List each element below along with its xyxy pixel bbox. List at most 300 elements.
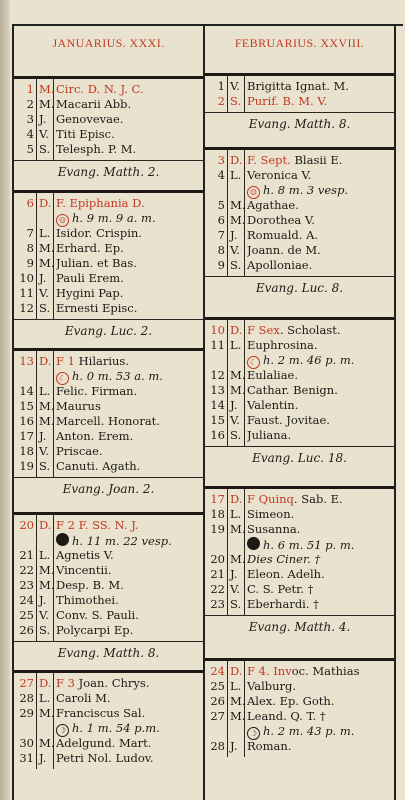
entry-text: Susanna. (247, 522, 301, 536)
saint-name (56, 414, 201, 429)
gospel-reading: Evang. Luc. 8. (205, 276, 394, 299)
weekday-letter: M. (39, 706, 55, 720)
moon-phase-row (205, 183, 394, 198)
day-row (205, 94, 394, 109)
day-row (14, 226, 203, 241)
day-row (205, 383, 394, 398)
day-row (14, 623, 203, 638)
day-number: 7 (217, 228, 225, 242)
january-title: JANUARIUS. XXXI. (52, 36, 165, 50)
day-row (14, 196, 203, 211)
day-row (14, 736, 203, 751)
saint-name (56, 142, 201, 157)
entry-text: C. S. Petr. † (247, 582, 314, 596)
saint-name (247, 153, 392, 168)
saint-name (247, 243, 392, 258)
weekday-letter: D. (230, 492, 243, 506)
day-row (205, 507, 394, 522)
day-number: 9 (217, 258, 225, 272)
weekday-letter: J. (39, 751, 47, 765)
saint-name (56, 736, 201, 751)
weekday-letter: S. (230, 597, 242, 611)
moon-phase-time (247, 724, 392, 740)
january-week-block (14, 512, 203, 641)
weekday-letter: V. (230, 413, 240, 427)
saint-name (56, 548, 201, 563)
day-number: 11 (19, 286, 34, 300)
gospel-reading: Evang. Matth. 4. (205, 615, 394, 638)
entry-text: h. 8 m. 3 vesp. (263, 183, 349, 197)
day-row (205, 198, 394, 213)
entry-text: Eberhardi. † (247, 597, 319, 611)
weekday-letter: M. (230, 368, 246, 382)
entry-text: Genovevae. (56, 112, 124, 126)
entry-text: Agnetis V. (56, 548, 114, 562)
weekday-letter: J. (39, 429, 47, 443)
entry-text: F 1 Hilarius. (56, 354, 129, 368)
saint-name (56, 706, 201, 721)
day-number: 15 (210, 413, 225, 427)
gospel-reading: Evang. Matth. 8. (205, 112, 394, 135)
entry-text: Pauli Erem. (56, 271, 124, 285)
entry-text: Marcell. Honorat. (56, 414, 160, 428)
last-quarter-moon-icon: ☾ (56, 372, 69, 385)
weekday-letter: V. (39, 444, 49, 458)
saint-name (247, 198, 392, 213)
gospel-reading: Evang. Matth. 2. (14, 160, 203, 183)
saint-name (247, 567, 392, 582)
day-number: 28 (210, 739, 225, 753)
weekday-letter: M. (230, 694, 246, 708)
day-row (205, 368, 394, 383)
day-number: 20 (19, 518, 34, 532)
saint-name (56, 384, 201, 399)
day-number: 1 (26, 82, 34, 96)
day-row (14, 691, 203, 706)
entry-text: Erhard. Ep. (56, 241, 124, 255)
saint-name (247, 94, 392, 109)
day-number: 2 (26, 97, 34, 111)
weekday-letter: L. (230, 507, 242, 521)
entry-text: Ernesti Episc. (56, 301, 138, 315)
january-week-block (14, 190, 203, 319)
saint-name (247, 709, 392, 724)
entry-text: Thimothei. (56, 593, 119, 607)
saint-name (247, 492, 392, 507)
weekday-letter: D. (39, 676, 52, 690)
february-week-block (205, 658, 394, 757)
first-quarter-moon-icon: ☽ (247, 727, 260, 740)
weekday-letter: D. (230, 323, 243, 337)
weekday-letter: S. (230, 258, 242, 272)
day-number: 18 (210, 507, 225, 521)
entry-text: Isidor. Crispin. (56, 226, 142, 240)
day-number: 10 (210, 323, 225, 337)
entry-text: Polycarpi Ep. (56, 623, 134, 637)
day-number: 13 (19, 354, 34, 368)
day-row (205, 79, 394, 94)
february-week-block (205, 73, 394, 112)
entry-text: F 2 F. SS. N. J. (56, 518, 139, 532)
day-number: 28 (19, 691, 34, 705)
day-row (14, 608, 203, 623)
gospel-reading: Evang. Luc. 2. (14, 319, 203, 342)
weekday-letter: M. (39, 399, 55, 413)
day-row (14, 548, 203, 563)
day-number: 15 (19, 399, 34, 413)
entry-text: Vincentii. (56, 563, 112, 577)
gospel-reading: Evang. Luc. 18. (205, 446, 394, 469)
gospel-reading: Evang. Joan. 2. (14, 477, 203, 500)
day-number: 17 (210, 492, 225, 506)
day-number: 3 (26, 112, 34, 126)
moon-phase-row (14, 721, 203, 736)
weekday-letter: J. (39, 112, 47, 126)
entry-text: Titi Episc. (56, 127, 115, 141)
day-number: 4 (26, 127, 34, 141)
day-row (205, 522, 394, 537)
frame-right-rule (394, 24, 396, 800)
day-row (205, 153, 394, 168)
day-row (14, 676, 203, 691)
entry-text: Romuald. A. (247, 228, 319, 242)
entry-text: F. Epiphania D. (56, 196, 145, 210)
entry-text: Maurus (56, 399, 101, 413)
saint-name (56, 593, 201, 608)
weekday-letter: M. (230, 198, 246, 212)
saint-name (247, 428, 392, 443)
weekday-letter: D. (230, 664, 243, 678)
saint-name (56, 751, 201, 766)
day-number: 12 (19, 301, 34, 315)
saint-name (56, 97, 201, 112)
day-row (205, 597, 394, 612)
saint-name (56, 271, 201, 286)
day-row (14, 286, 203, 301)
saint-name (247, 694, 392, 709)
weekday-letter: M. (39, 241, 55, 255)
weekday-letter: M. (39, 578, 55, 592)
entry-text: h. 6 m. 51 p. m. (263, 538, 355, 552)
first-quarter-moon-icon: ☽ (56, 724, 69, 737)
day-number: 2 (217, 94, 225, 108)
day-row (205, 243, 394, 258)
day-row (205, 582, 394, 597)
weekday-letter: M. (230, 522, 246, 536)
february-week-block (205, 147, 394, 276)
day-number: 19 (210, 522, 225, 536)
weekday-letter: M. (39, 563, 55, 577)
entry-text: Adelgund. Mart. (56, 736, 152, 750)
day-number: 24 (210, 664, 225, 678)
entry-text: Alex. Ep. Goth. (247, 694, 335, 708)
book-gutter (0, 0, 10, 800)
day-row (205, 709, 394, 724)
day-row (205, 664, 394, 679)
gospel-reading: Evang. Matth. 8. (14, 641, 203, 664)
day-number: 23 (19, 578, 34, 592)
entry-text: Franciscus Sal. (56, 706, 146, 720)
weekday-letter: J. (230, 398, 238, 412)
entry-text: Julian. et Bas. (56, 256, 137, 270)
day-row (14, 354, 203, 369)
saint-name (56, 196, 201, 211)
moon-phase-time (56, 369, 201, 385)
weekday-letter: S. (39, 142, 51, 156)
entry-text: Eleon. Adelh. (247, 567, 325, 581)
day-number: 16 (19, 414, 34, 428)
day-row (205, 694, 394, 709)
moon-phase-row (205, 537, 394, 552)
entry-text: Dies Ciner. † (247, 552, 321, 566)
saint-name (56, 623, 201, 638)
weekday-letter: V. (39, 127, 49, 141)
saint-name (56, 256, 201, 271)
saint-name (56, 608, 201, 623)
day-number: 3 (217, 153, 225, 167)
entry-text: Faust. Jovitae. (247, 413, 330, 427)
saint-name (56, 578, 201, 593)
saint-name (247, 168, 392, 183)
entry-text: F 4. Invoc. Mathias (247, 664, 360, 678)
saint-name (247, 338, 392, 353)
moon-phase-time (247, 537, 392, 553)
day-number: 11 (210, 338, 225, 352)
day-row (205, 258, 394, 273)
day-row (14, 706, 203, 721)
moon-phase-row (14, 369, 203, 384)
day-row (14, 578, 203, 593)
entry-text: Cathar. Benign. (247, 383, 338, 397)
entry-text: Roman. (247, 739, 292, 753)
entry-text: Purif. B. M. V. (247, 94, 328, 108)
saint-name (247, 552, 392, 567)
weekday-letter: M. (230, 213, 246, 227)
entry-text: Valentin. (247, 398, 299, 412)
day-number: 17 (19, 429, 34, 443)
weekday-letter: L. (39, 384, 51, 398)
saint-name (56, 301, 201, 316)
day-number: 1 (217, 79, 225, 93)
entry-text: h. 2 m. 46 p. m. (263, 353, 355, 367)
day-row (14, 399, 203, 414)
weekday-letter: J. (39, 271, 47, 285)
new-moon-icon (56, 533, 69, 546)
day-number: 26 (19, 623, 34, 637)
day-number: 18 (19, 444, 34, 458)
weekday-letter: S. (39, 459, 51, 473)
saint-name (247, 522, 392, 537)
saint-name (56, 429, 201, 444)
weekday-letter: J. (39, 593, 47, 607)
weekday-letter: M. (230, 709, 246, 723)
saint-name (247, 383, 392, 398)
day-row (14, 384, 203, 399)
entry-text: Desp. B. M. (56, 578, 124, 592)
day-number: 6 (217, 213, 225, 227)
day-row (14, 112, 203, 127)
weekday-letter: M. (39, 736, 55, 750)
february-title: FEBRUARIUS. XXVIII. (234, 36, 365, 50)
moon-phase-row (14, 533, 203, 548)
february-week-block (205, 317, 394, 446)
weekday-letter: D. (39, 196, 52, 210)
day-number: 6 (26, 196, 34, 210)
day-number: 8 (26, 241, 34, 255)
day-number: 13 (210, 383, 225, 397)
moon-phase-time (247, 183, 392, 199)
day-row (14, 301, 203, 316)
moon-phase-time (56, 721, 201, 737)
day-number: 27 (19, 676, 34, 690)
weekday-letter: L. (230, 338, 242, 352)
entry-text: F Sex. Scholast. (247, 323, 341, 337)
entry-text: Dorothea V. (247, 213, 315, 227)
weekday-letter: S. (230, 428, 242, 442)
day-row (14, 241, 203, 256)
saint-name (247, 79, 392, 94)
day-number: 22 (210, 582, 225, 596)
saint-name (56, 226, 201, 241)
entry-text: Caroli M. (56, 691, 111, 705)
day-row (14, 518, 203, 533)
weekday-letter: M. (39, 97, 55, 111)
moon-phase-time (56, 211, 201, 227)
weekday-letter: J. (230, 739, 238, 753)
day-row (14, 751, 203, 766)
day-row (205, 739, 394, 754)
entry-text: Priscae. (56, 444, 103, 458)
day-row (205, 413, 394, 428)
frame-top-rule (12, 24, 403, 26)
saint-name (247, 368, 392, 383)
entry-text: Valburg. (247, 679, 297, 693)
day-number: 9 (26, 256, 34, 270)
day-number: 21 (19, 548, 34, 562)
entry-text: Canuti. Agath. (56, 459, 141, 473)
day-number: 26 (210, 694, 225, 708)
entry-text: Veronica V. (247, 168, 312, 182)
saint-name (247, 582, 392, 597)
weekday-letter: V. (39, 286, 49, 300)
weekday-letter: D. (39, 518, 52, 532)
entry-text: Joann. de M. (247, 243, 321, 257)
weekday-letter: M. (39, 414, 55, 428)
day-row (205, 213, 394, 228)
moon-phase-time (56, 533, 201, 549)
day-row (205, 398, 394, 413)
weekday-letter: D. (39, 354, 52, 368)
saint-name (56, 399, 201, 414)
day-number: 16 (210, 428, 225, 442)
day-row (14, 563, 203, 578)
weekday-letter: S. (39, 301, 51, 315)
day-number: 31 (19, 751, 34, 765)
entry-text: F. Sept. Blasii E. (247, 153, 343, 167)
weekday-letter: J. (230, 228, 238, 242)
moon-phase-row (205, 724, 394, 739)
day-number: 8 (217, 243, 225, 257)
weekday-letter: M. (39, 256, 55, 270)
saint-name (247, 213, 392, 228)
day-number: 14 (210, 398, 225, 412)
saint-name (56, 241, 201, 256)
entry-text: Juliana. (247, 428, 292, 442)
entry-text: Macarii Abb. (56, 97, 132, 111)
entry-text: Circ. D. N. J. C. (56, 82, 144, 96)
weekday-letter: V. (230, 79, 240, 93)
day-row (14, 82, 203, 97)
day-number: 14 (19, 384, 34, 398)
saint-name (247, 679, 392, 694)
new-moon-icon (247, 537, 260, 550)
entry-text: h. 1 m. 54 p.m. (72, 721, 160, 735)
day-number: 5 (26, 142, 34, 156)
weekday-letter: D. (230, 153, 243, 167)
day-number: 10 (19, 271, 34, 285)
day-row (14, 429, 203, 444)
weekday-letter: V. (230, 582, 240, 596)
saint-name (247, 664, 392, 679)
saint-name (56, 518, 201, 533)
day-number: 12 (210, 368, 225, 382)
day-row (14, 271, 203, 286)
moon-phase-time (247, 353, 392, 369)
moon-phase-row (14, 211, 203, 226)
entry-text: F Quinq. Sab. E. (247, 492, 343, 506)
entry-text: h. 2 m. 43 p. m. (263, 724, 355, 738)
entry-text: Brigitta Ignat. M. (247, 79, 349, 93)
january-week-block (14, 76, 203, 160)
saint-name (56, 112, 201, 127)
day-row (205, 168, 394, 183)
weekday-letter: V. (230, 243, 240, 257)
day-number: 5 (217, 198, 225, 212)
day-row (205, 228, 394, 243)
saint-name (56, 444, 201, 459)
weekday-letter: S. (39, 623, 51, 637)
january-week-block (14, 670, 203, 769)
saint-name (247, 413, 392, 428)
day-row (205, 567, 394, 582)
full-moon-icon: ☺ (56, 214, 69, 227)
entry-text: Euphrosina. (247, 338, 318, 352)
day-row (205, 323, 394, 338)
day-row (205, 552, 394, 567)
day-number: 23 (210, 597, 225, 611)
saint-name (56, 459, 201, 474)
day-row (14, 459, 203, 474)
entry-text: Petri Nol. Ludov. (56, 751, 154, 765)
day-row (205, 338, 394, 353)
day-number: 25 (210, 679, 225, 693)
saint-name (247, 739, 392, 754)
weekday-letter: S. (230, 94, 242, 108)
day-row (14, 97, 203, 112)
saint-name (247, 258, 392, 273)
entry-text: Conv. S. Pauli. (56, 608, 139, 622)
weekday-letter: J. (230, 567, 238, 581)
entry-text: Hygini Pap. (56, 286, 124, 300)
day-number: 19 (19, 459, 34, 473)
last-quarter-moon-icon: ☾ (247, 356, 260, 369)
day-number: 29 (19, 706, 34, 720)
weekday-letter: L. (39, 691, 51, 705)
entry-text: Leand. Q. T. † (247, 709, 326, 723)
entry-text: h. 9 m. 9 a. m. (72, 211, 156, 225)
day-row (14, 414, 203, 429)
saint-name (247, 597, 392, 612)
